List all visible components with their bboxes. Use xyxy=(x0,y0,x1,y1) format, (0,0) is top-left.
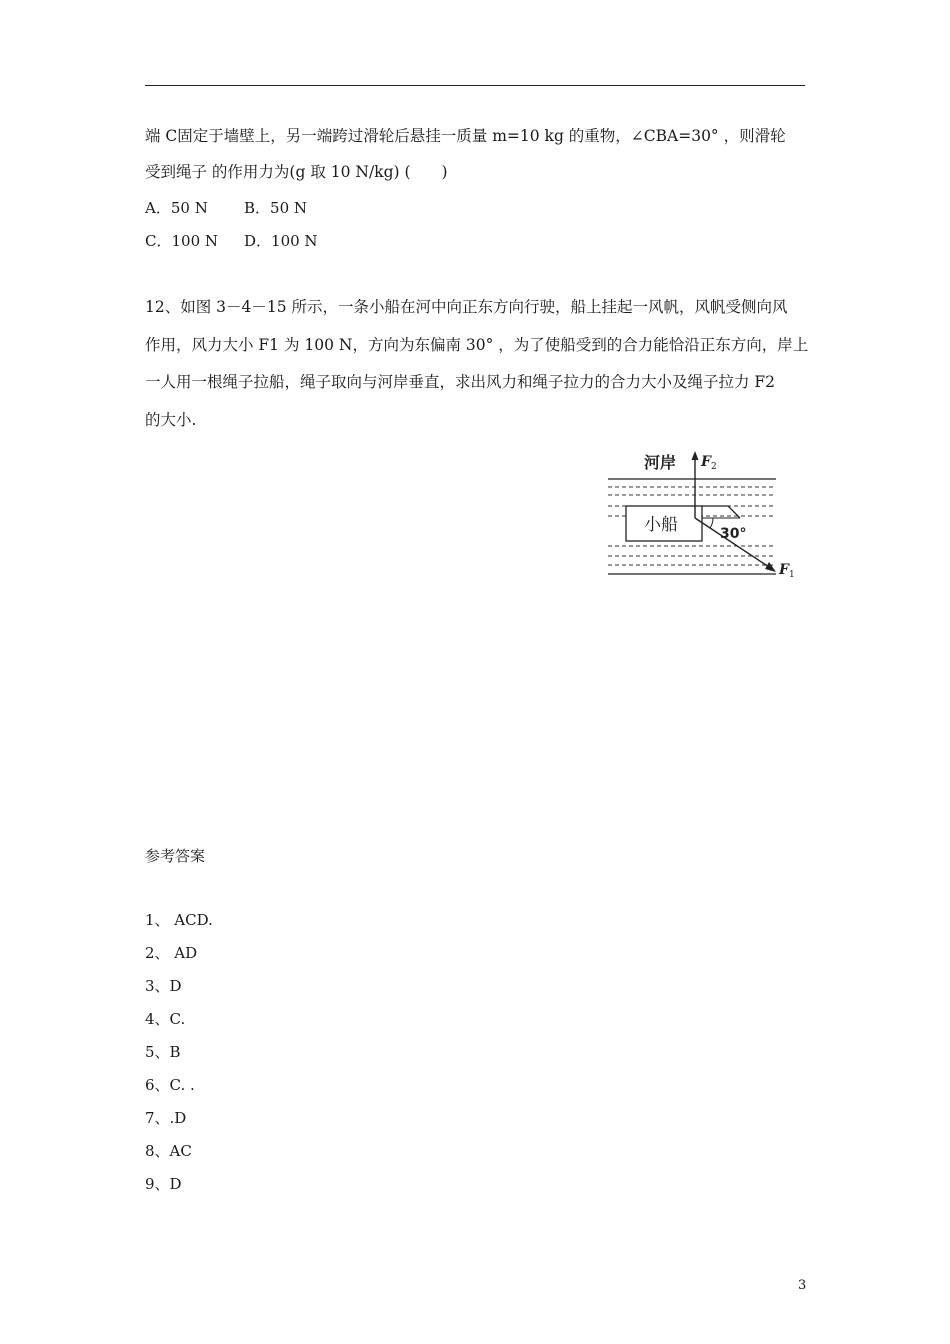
header-rule xyxy=(145,85,805,86)
boat-force-diagram xyxy=(600,448,810,583)
q12-line-1: 12、如图 3－4－15 所示，一条小船在河中向正东方向行驶，船上挂起一风帆，风帆受侧向风 xyxy=(145,298,788,316)
answer-item: 2、 AD xyxy=(145,944,198,962)
page-number: 3 xyxy=(798,1278,807,1293)
answer-item: 8、AC xyxy=(145,1142,192,1160)
q11-option-b: B．50 N xyxy=(244,199,308,217)
f1-label: F xyxy=(779,562,789,578)
q12-line-4: 的大小. xyxy=(145,411,197,429)
answers-heading: 参考答案 xyxy=(145,847,206,865)
q11-option-c: C．100 N xyxy=(145,232,219,250)
answer-item: 1、 ACD. xyxy=(145,911,213,929)
q11-option-a: A．50 N xyxy=(145,199,208,217)
q12-line-3: 一人用一根绳子拉船，绳子取向与河岸垂直，求出风力和绳子拉力的合力大小及绳子拉力 F2 xyxy=(145,373,776,391)
f1-arrowhead-icon xyxy=(765,562,776,572)
answer-item: 6、C. . xyxy=(145,1076,195,1094)
q11-line-2: 受到绳子 的作用力为(g 取 10 N/kg) ( ) xyxy=(145,163,448,181)
q11-line-1: 端 C固定于墙壁上，另一端跨过滑轮后悬挂一质量 m=10 kg 的重物，∠CBA=30° ，则滑轮 xyxy=(145,127,786,145)
q11-option-d: D．100 N xyxy=(244,232,318,250)
angle-label: 30° xyxy=(720,526,747,542)
f2-subscript: 2 xyxy=(711,462,717,472)
f2-arrowhead-icon xyxy=(692,451,699,460)
answer-item: 7、.D xyxy=(145,1109,187,1127)
f1-subscript: 1 xyxy=(789,570,795,580)
answer-item: 9、D xyxy=(145,1175,182,1193)
angle-arc xyxy=(710,518,713,528)
bank-label: 河岸 xyxy=(644,453,677,472)
q12-line-2: 作用，风力大小 F1 为 100 N，方向为东偏南 30° ，为了使船受到的合力能恰沿正东方向，岸上 xyxy=(145,336,809,354)
f2-label: F xyxy=(701,454,711,470)
answer-item: 5、B xyxy=(145,1043,181,1061)
boat-label: 小船 xyxy=(644,515,678,535)
answer-item: 4、C. xyxy=(145,1010,186,1028)
answer-item: 3、D xyxy=(145,977,182,995)
